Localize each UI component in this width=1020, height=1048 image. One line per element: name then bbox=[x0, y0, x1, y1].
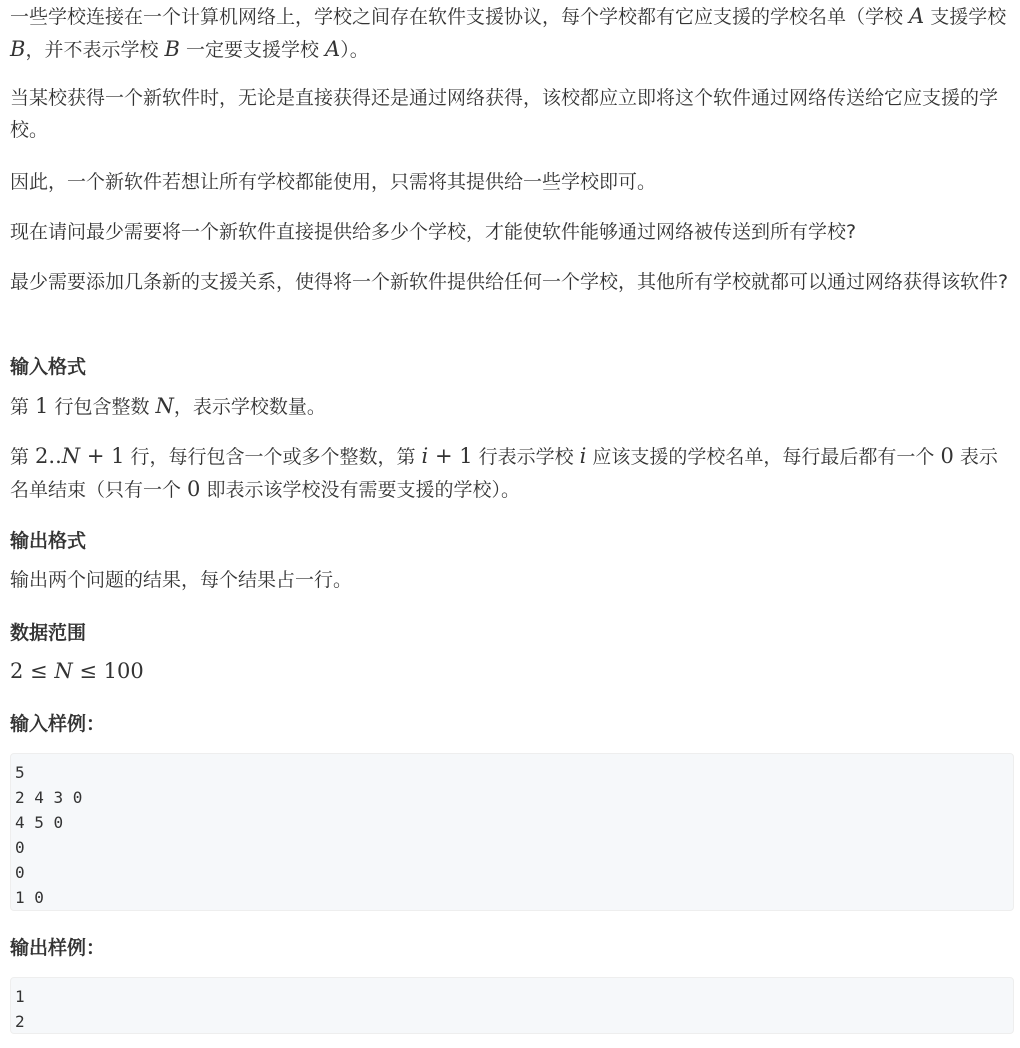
paragraph-5: 最少需要添加几条新的支援关系，使得将一个新软件提供给任何一个学校，其他所有学校就都可以通过网络获得该软件? bbox=[10, 271, 1009, 293]
data-range-expression: 2 ≤ N ≤ 100 bbox=[10, 659, 144, 683]
output-format-heading: 输出格式 bbox=[10, 530, 87, 552]
input-sample-heading: 输入样例： bbox=[10, 713, 106, 735]
paragraph-1: 一些学校连接在一个计算机网络上，学校之间存在软件支援协议，每个学校都有它应支援的学校名单（学校 A 支援学校 B，并不表示学校 B 一定要支援学校 A）。 bbox=[10, 4, 1007, 61]
data-range-heading: 数据范围 bbox=[10, 622, 87, 644]
code-line: 2 bbox=[15, 1012, 25, 1031]
input-format-line-2: 第 2..N + 1 行，每行包含一个或多个整数，第 i + 1 行表示学校 i 应该支援的学校名单，每行最后都有一个 0 表示名单结束（只有一个 0 即表示该学校没有需要支援的学校）。 bbox=[10, 444, 998, 501]
code-line: 4 5 0 bbox=[15, 813, 64, 832]
code-line: 0 bbox=[15, 863, 25, 882]
paragraph-2: 当某校获得一个新软件时，无论是直接获得还是通过网络获得，该校都应立即将这个软件通过网络传送给它应支援的学校。 bbox=[10, 87, 999, 141]
code-line: 1 0 bbox=[15, 888, 44, 907]
code-line: 1 bbox=[15, 987, 25, 1006]
output-sample-heading: 输出样例： bbox=[10, 937, 106, 959]
code-line: 2 4 3 0 bbox=[15, 788, 83, 807]
paragraph-4: 现在请问最少需要将一个新软件直接提供给多少个学校，才能使软件能够通过网络被传送到所有学校? bbox=[10, 221, 857, 243]
code-line: 0 bbox=[15, 838, 25, 857]
output-format-text: 输出两个问题的结果，每个结果占一行。 bbox=[10, 569, 353, 591]
code-line: 5 bbox=[15, 763, 25, 782]
input-sample-code-block[interactable] bbox=[10, 753, 1014, 911]
input-format-heading: 输入格式 bbox=[10, 356, 87, 378]
output-sample-code-block[interactable] bbox=[10, 977, 1014, 1034]
input-format-line-1: 第 1 行包含整数 N，表示学校数量。 bbox=[10, 394, 326, 418]
paragraph-3: 因此，一个新软件若想让所有学校都能使用，只需将其提供给一些学校即可。 bbox=[10, 171, 657, 193]
